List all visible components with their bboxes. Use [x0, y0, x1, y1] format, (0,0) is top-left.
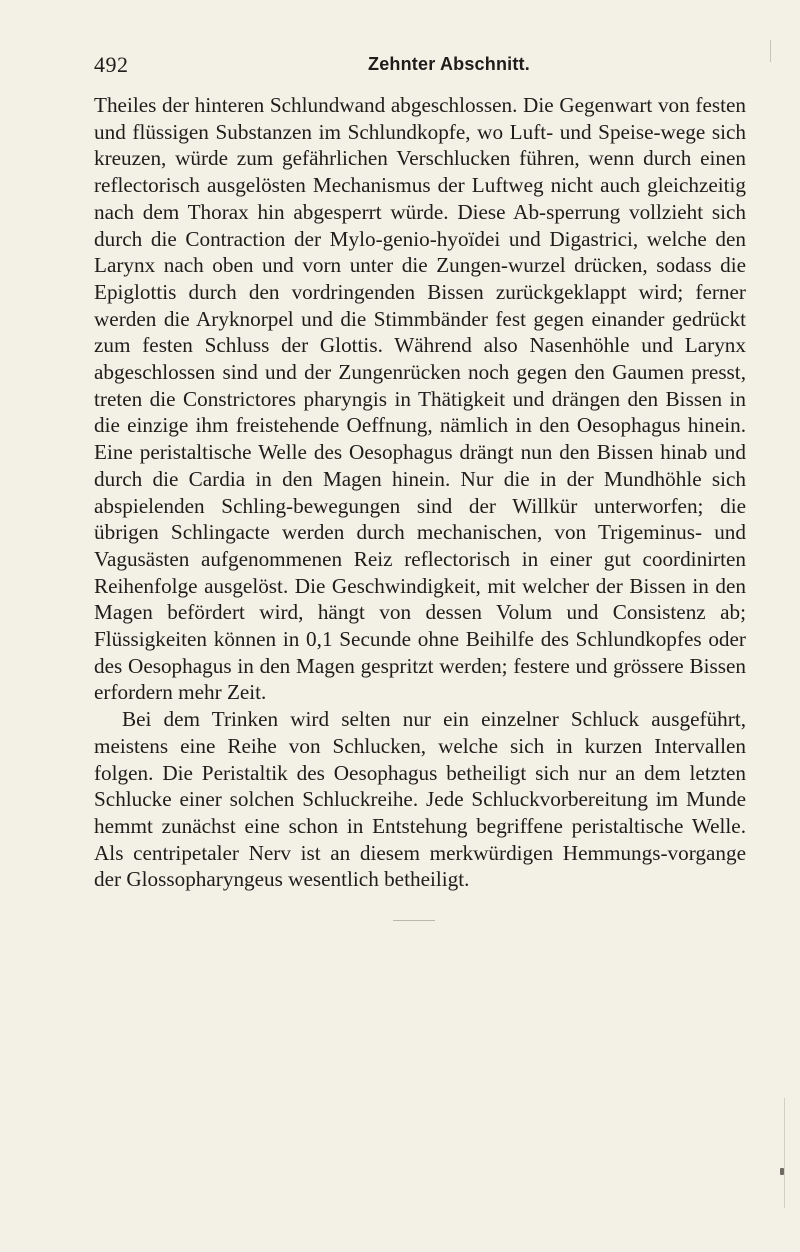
- page-number: 492: [94, 52, 129, 77]
- body-text: [94, 92, 746, 893]
- paragraph-1: Theiles der hinteren Schlundwand abgeschlossen. Die Gegenwart von festen und flüssigen Substanzen im Schlundkopfe, wo Luft- und Speise-wege sich kreuzen, würde zum gefährlichen Verschlucken führen, wenn durch einen reflectorisch ausgelösten Mechanismus der Luftweg nicht auch gleichzeitig nach dem Thorax hin abgesperrt würde. Diese Ab-sperrung vollzieht sich durch die Contraction der Mylo-genio-hyoïdei und Digastrici, welche den Larynx nach oben und vorn unter die Zungen-wurzel drücken, sodass die Epiglottis durch den vordringenden Bissen zurückgeklappt wird; ferner werden die Aryknorpel und die Stimmbänder fest gegen einander gedrückt zum festen Schluss der Glottis. Während also Nasenhöhle und Larynx abgeschlossen sind und der Zungenrücken noch gegen den Gaumen presst, treten die Constrictores pharyngis in Thätigkeit und drängen den Bissen in die einzige ihm freistehende Oeffnung, nämlich in den Oesophagus hinein. Eine peristaltische Welle des Oesophagus drängt nun den Bissen hinab und durch die Cardia in den Magen hinein. Nur die in der Mundhöhle sich abspielenden Schling-bewegungen sind der Willkür unterworfen; die übrigen Schlingacte werden durch mechanischen, von Trigeminus- und Vagusästen aufgenommenen Reiz reflectorisch in einer gut coordinirten Reihenfolge ausgelöst. Die Geschwindigkeit, mit welcher der Bissen in den Magen befördert wird, hängt von dessen Volum und Consistenz ab; Flüssigkeiten können in 0,1 Secunde ohne Beihilfe des Schlundkopfes oder des Oesophagus in den Magen gespritzt werden; festere und grössere Bissen erfordern mehr Zeit.: [94, 93, 746, 705]
- page-edge-mark: [770, 40, 771, 62]
- page-edge-shadow: [784, 1098, 785, 1208]
- scan-speck: [780, 1168, 784, 1175]
- running-head: Zehnter Abschnitt.: [368, 54, 530, 74]
- paragraph-2: Bei dem Trinken wird selten nur ein einzelner Schluck ausgeführt, meistens eine Reihe von Schlucken, welche sich in kurzen Intervallen folgen. Die Peristaltik des Oesophagus betheiligt sich nur an dem letzten Schlucke einer solchen Schluckreihe. Jede Schluckvorbereitung im Munde hemmt zunächst eine schon in Entstehung begriffene peristaltische Welle. Als centripetaler Nerv ist an diesem merkwürdigen Hemmungs-vorgange der Glossopharyngeus wesentlich betheiligt.: [94, 707, 746, 892]
- section-rule: [393, 920, 435, 921]
- page-header: [94, 52, 746, 82]
